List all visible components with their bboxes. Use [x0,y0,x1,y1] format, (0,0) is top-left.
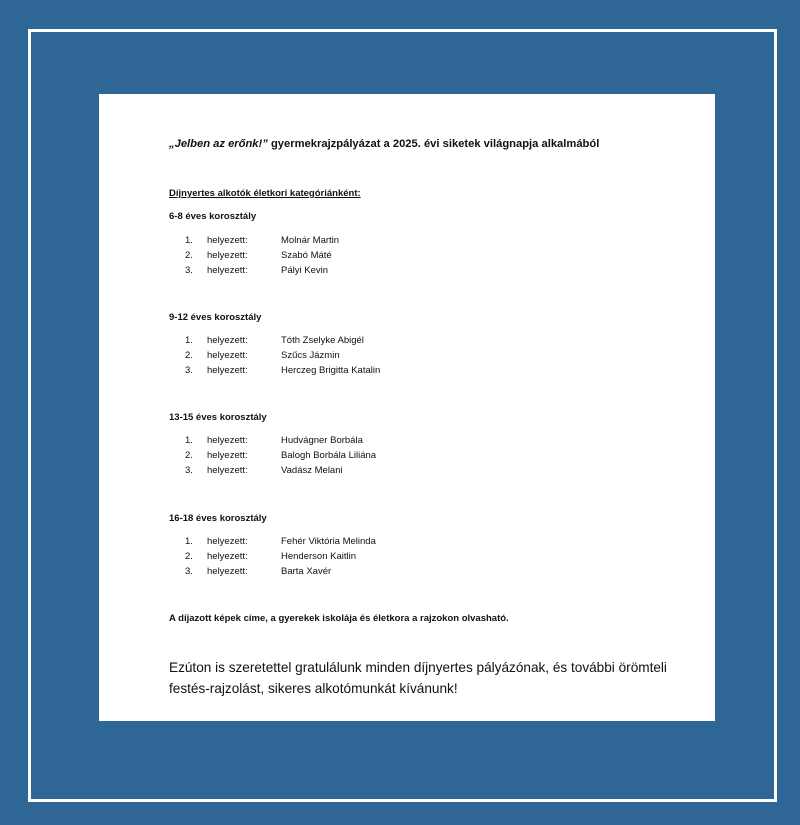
document-page [99,94,715,721]
rank-number: 3. [185,365,193,376]
place-label: helyezett: [207,335,248,346]
rank-number: 3. [185,566,193,577]
place-label: helyezett: [207,250,248,261]
winner-name: Szabó Máté [281,250,332,261]
document-title [169,138,599,150]
winners-subheading: Díjnyertes alkotók életkori kategóriánként: [169,188,361,199]
info-note: A díjazott képek címe, a gyerekek iskolája és életkora a rajzokon olvasható. [169,613,509,624]
place-label: helyezett: [207,551,248,562]
place-label: helyezett: [207,435,248,446]
winner-name: Vadász Melani [281,465,343,476]
winner-name: Barta Xavér [281,566,332,577]
title-text: gyermekrajzpályázat a 2025. évi siketek világnapja alkalmából [267,138,600,150]
place-label: helyezett: [207,566,248,577]
place-label: helyezett: [207,235,248,246]
closing-message: Ezúton is szeretettel gratulálunk minden díjnyertes pályázónak, és további örömteli festés-rajzolást, sikeres alkotómunkát kívánunk! [169,660,667,696]
winner-name: Fehér Viktória Melinda [281,536,376,547]
rank-number: 2. [185,450,193,461]
rank-number: 1. [185,435,193,446]
winner-name: Balogh Borbála Liliána [281,450,377,461]
winner-name: Szűcs Jázmin [281,350,340,361]
winner-name: Herczeg Brigitta Katalin [281,365,381,376]
place-label: helyezett: [207,365,248,376]
winner-name: Tóth Zselyke Abigél [281,335,364,346]
winner-name: Henderson Kaitlin [281,551,356,562]
rank-number: 3. [185,465,193,476]
rank-number: 2. [185,250,193,261]
rank-number: 2. [185,350,193,361]
rank-number: 3. [185,265,193,276]
rank-number: 1. [185,235,193,246]
place-label: helyezett: [207,465,248,476]
title-quote: „Jelben az erőnk!” [169,138,268,150]
rank-number: 2. [185,551,193,562]
place-label: helyezett: [207,536,248,547]
category-heading: 16-18 éves korosztály [169,513,267,524]
place-label: helyezett: [207,350,248,361]
winner-name: Molnár Martin [281,235,340,246]
winner-name: Hudvágner Borbála [281,435,363,446]
rank-number: 1. [185,335,193,346]
winner-name: Pályi Kevin [281,265,328,276]
category-heading: 13-15 éves korosztály [169,412,267,423]
place-label: helyezett: [207,265,248,276]
category-heading: 6-8 éves korosztály [169,211,257,222]
category-heading: 9-12 éves korosztály [169,312,262,323]
place-label: helyezett: [207,450,248,461]
rank-number: 1. [185,536,193,547]
